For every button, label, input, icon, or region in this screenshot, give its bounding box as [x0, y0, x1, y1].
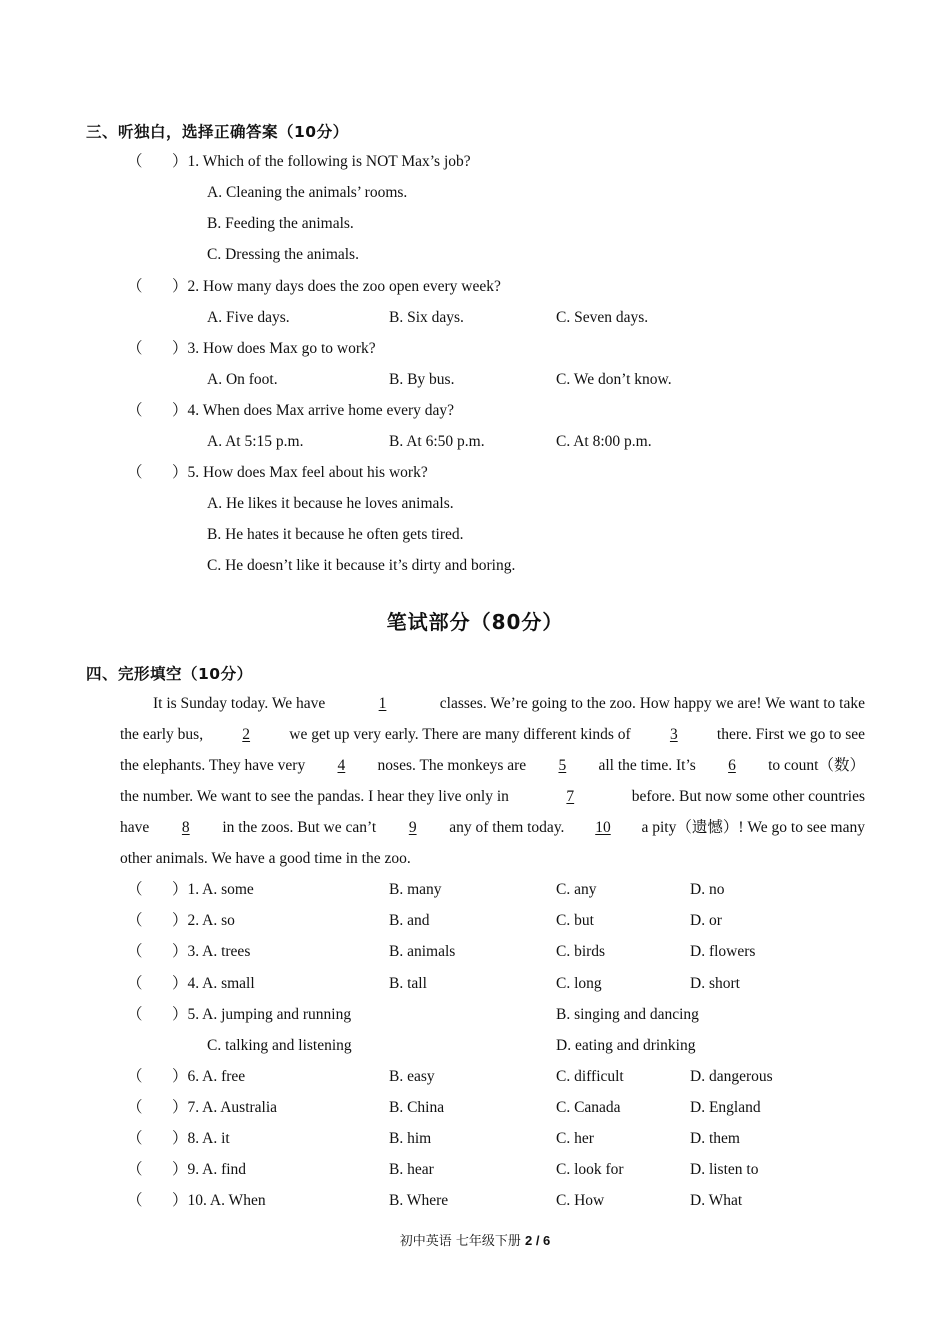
passage-text: there. First we go to see — [716, 726, 865, 743]
section4-heading: 四、完形填空（10分） — [86, 665, 253, 683]
cloze-option: ）1. A. some — [172, 881, 254, 898]
cloze-option: ）10. A. When — [172, 1192, 266, 1209]
cloze-option: B. singing and dancing — [556, 1006, 699, 1023]
passage-text: other animals. We have a good time in the zoo. — [120, 850, 411, 867]
cloze-option: B. easy — [389, 1068, 435, 1085]
blank-2[interactable]: 2 — [242, 726, 251, 743]
answer-paren[interactable]: （ — [127, 975, 143, 992]
option: B. Feeding the animals. — [207, 215, 354, 232]
question-stem: ）2. How many days does the zoo open every week? — [172, 278, 501, 295]
option: A. He likes it because he loves animals. — [207, 495, 454, 512]
answer-paren[interactable]: （ — [127, 1161, 143, 1178]
answer-paren[interactable]: （ — [127, 402, 143, 419]
cloze-option: D. flowers — [690, 943, 756, 960]
cloze-option: C. talking and listening — [207, 1037, 352, 1054]
cloze-option: B. China — [389, 1099, 445, 1116]
passage-text: in the zoos. But we can’t — [222, 819, 377, 836]
passage-line — [120, 787, 865, 807]
option: A. At 5:15 p.m. — [207, 433, 304, 450]
answer-paren[interactable]: （ — [127, 340, 143, 357]
option: B. He hates it because he often gets tired. — [207, 526, 464, 543]
passage-text: any of them today. — [449, 819, 565, 836]
answer-paren[interactable]: （ — [127, 464, 143, 481]
option: B. Six days. — [389, 309, 464, 326]
cloze-option: C. any — [556, 881, 597, 898]
option: A. On foot. — [207, 371, 278, 388]
option: C. He doesn’t like it because it’s dirty and boring. — [207, 557, 516, 574]
option: C. Seven days. — [556, 309, 649, 326]
cloze-option: B. Where — [389, 1192, 449, 1209]
passage-line — [120, 756, 865, 776]
question-stem: ）5. How does Max feel about his work? — [172, 464, 428, 481]
blank-8[interactable]: 8 — [181, 819, 190, 836]
cloze-option: ）8. A. it — [172, 1130, 230, 1147]
question-stem: ）3. How does Max go to work? — [172, 340, 376, 357]
answer-paren[interactable]: （ — [127, 1130, 143, 1147]
cloze-option: D. listen to — [690, 1161, 759, 1178]
cloze-option: ）5. A. jumping and running — [172, 1006, 352, 1023]
passage-text: the elephants. They have very — [120, 757, 306, 774]
cloze-option: D. eating and drinking — [556, 1037, 696, 1054]
blank-9[interactable]: 9 — [408, 819, 417, 836]
blank-3[interactable]: 3 — [669, 726, 678, 743]
page-number: 2 / 6 — [524, 1233, 551, 1248]
cloze-option: B. many — [389, 881, 442, 898]
cloze-option: B. and — [389, 912, 430, 929]
cloze-option: D. dangerous — [690, 1068, 773, 1085]
blank-10[interactable]: 10 — [595, 819, 611, 836]
passage-text: have — [120, 819, 150, 836]
cloze-option: ）2. A. so — [172, 912, 235, 929]
cloze-option: C. but — [556, 912, 594, 929]
answer-paren[interactable]: （ — [127, 1099, 143, 1116]
cloze-option: ）9. A. find — [172, 1161, 247, 1178]
cloze-option: C. difficult — [556, 1068, 624, 1085]
answer-paren[interactable]: （ — [127, 912, 143, 929]
answer-paren[interactable]: （ — [127, 278, 143, 295]
footer-label: 初中英语 七年级下册 — [399, 1234, 521, 1249]
answer-paren[interactable]: （ — [127, 881, 143, 898]
option: C. We don’t know. — [556, 371, 672, 388]
cloze-option: D. no — [690, 881, 725, 898]
cloze-option: B. animals — [389, 943, 456, 960]
cloze-option: C. long — [556, 975, 602, 992]
passage-line — [120, 818, 865, 838]
page-footer — [0, 1230, 950, 1249]
cloze-option: D. England — [690, 1099, 761, 1116]
option: B. At 6:50 p.m. — [389, 433, 485, 450]
option: C. Dressing the animals. — [207, 246, 359, 263]
passage-text: classes. We’re going to the zoo. How happy we are! We want to take — [439, 695, 865, 712]
passage-text: a pity（遗憾）! We go to see many — [641, 819, 865, 836]
cloze-option: ）6. A. free — [172, 1068, 246, 1085]
blank-4[interactable]: 4 — [337, 757, 346, 774]
passage-text: all the time. It’s — [598, 757, 696, 774]
blank-6[interactable]: 6 — [728, 757, 736, 774]
answer-paren[interactable]: （ — [127, 1006, 143, 1023]
section3-heading: 三、听独白，选择正确答案（10分） — [86, 123, 349, 141]
passage-line — [120, 725, 865, 745]
passage-text: It is Sunday today. We have — [153, 695, 326, 712]
cloze-option: B. hear — [389, 1161, 434, 1178]
passage-text: we get up very early. There are many different kinds of — [289, 726, 631, 743]
written-part-title: 笔试部分（80分） — [386, 610, 564, 634]
cloze-option: B. tall — [389, 975, 427, 992]
answer-paren[interactable]: （ — [127, 1068, 143, 1085]
answer-paren[interactable]: （ — [127, 943, 143, 960]
cloze-option: C. How — [556, 1192, 605, 1209]
passage-line — [153, 694, 865, 714]
blank-1[interactable]: 1 — [378, 695, 387, 712]
cloze-option: D. What — [690, 1192, 743, 1209]
option: A. Cleaning the animals’ rooms. — [207, 184, 408, 201]
cloze-option: D. them — [690, 1130, 740, 1147]
option: C. At 8:00 p.m. — [556, 433, 652, 450]
answer-paren[interactable]: （ — [127, 1192, 143, 1209]
answer-paren[interactable]: （ — [127, 153, 143, 170]
passage-text: the number. We want to see the pandas. I hear they live only in — [120, 788, 509, 805]
cloze-option: C. birds — [556, 943, 606, 960]
cloze-option: ）3. A. trees — [172, 943, 251, 960]
blank-5[interactable]: 5 — [558, 757, 567, 774]
cloze-option: B. him — [389, 1130, 432, 1147]
passage-text: noses. The monkeys are — [377, 757, 527, 774]
question-stem: ）4. When does Max arrive home every day? — [172, 402, 455, 419]
cloze-option: D. or — [690, 912, 722, 929]
question-stem: ）1. Which of the following is NOT Max’s job? — [172, 153, 471, 170]
cloze-option: ）7. A. Australia — [172, 1099, 278, 1116]
option: B. By bus. — [389, 371, 455, 388]
passage-text: the early bus, — [120, 726, 204, 743]
option: A. Five days. — [207, 309, 290, 326]
cloze-option: ）4. A. small — [172, 975, 255, 992]
passage-text: to count（数） — [768, 757, 865, 774]
blank-7[interactable]: 7 — [566, 788, 575, 805]
cloze-option: C. look for — [556, 1161, 624, 1178]
passage-text: before. But now some other countries — [631, 788, 865, 805]
cloze-option: C. her — [556, 1130, 594, 1147]
cloze-option: C. Canada — [556, 1099, 621, 1116]
cloze-option: D. short — [690, 975, 740, 992]
